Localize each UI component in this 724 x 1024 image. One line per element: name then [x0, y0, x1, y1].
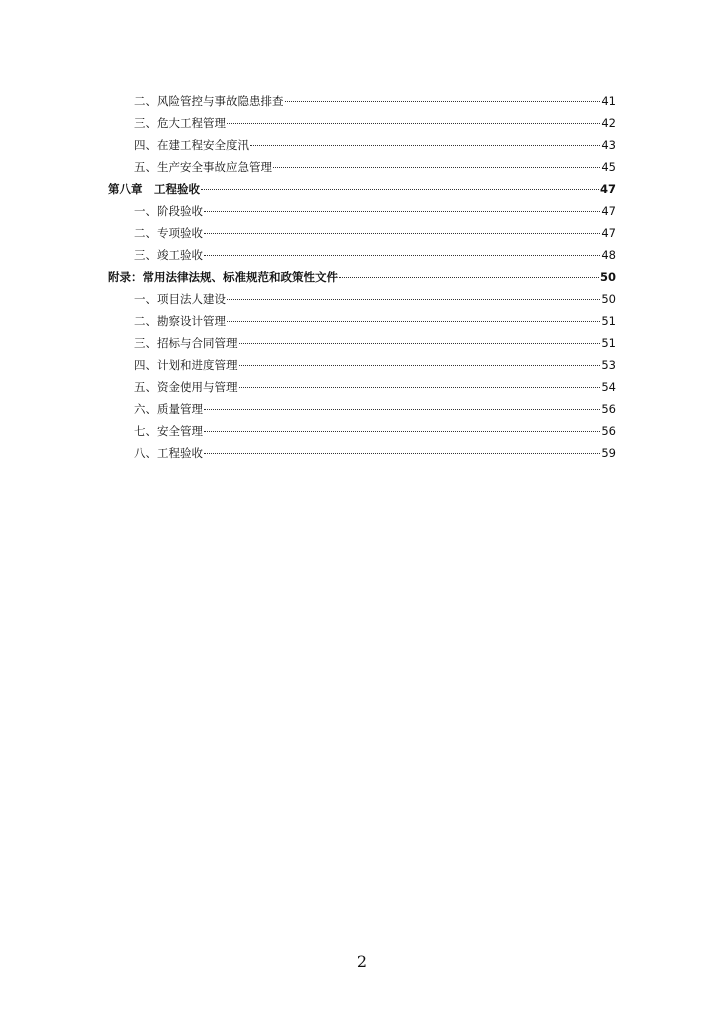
- toc-leader-dots: [239, 343, 601, 344]
- toc-entry-title: 二、勘察设计管理: [134, 314, 226, 328]
- toc-entry-title: 三、竣工验收: [134, 248, 203, 262]
- toc-entry-page: 47: [601, 226, 616, 240]
- toc-section-entry[interactable]: [108, 90, 616, 112]
- toc-entry-page: 41: [601, 94, 616, 108]
- toc-leader-dots: [204, 431, 600, 432]
- toc-entry-title: 三、招标与合同管理: [134, 336, 238, 350]
- toc-entry-page: 51: [601, 314, 616, 328]
- toc-entry-title: 三、危大工程管理: [134, 116, 226, 130]
- toc-leader-dots: [250, 145, 600, 146]
- toc-section-entry[interactable]: [108, 134, 616, 156]
- toc-section-entry[interactable]: [108, 332, 616, 354]
- toc-leader-dots: [204, 255, 600, 256]
- toc-entry-title: 八、工程验收: [134, 446, 203, 460]
- toc-section-entry[interactable]: [108, 156, 616, 178]
- toc-entry-page: 59: [601, 446, 616, 460]
- toc-entry-page: 47: [599, 182, 616, 196]
- toc-entry-title: 六、质量管理: [134, 402, 203, 416]
- toc-entry-page: 51: [601, 336, 616, 350]
- toc-chapter-entry[interactable]: [108, 266, 616, 288]
- toc-leader-dots: [227, 321, 600, 322]
- toc-entry-page: 50: [601, 292, 616, 306]
- toc-entry-title: 第八章 工程验收: [108, 182, 200, 196]
- toc-entry-page: 54: [601, 380, 616, 394]
- toc-entry-page: 48: [601, 248, 616, 262]
- toc-chapter-entry[interactable]: [108, 178, 616, 200]
- toc-section-entry[interactable]: [108, 398, 616, 420]
- toc-section-entry[interactable]: [108, 310, 616, 332]
- page-number: 2: [356, 952, 368, 971]
- table-of-contents: [108, 90, 616, 464]
- toc-entry-page: 53: [601, 358, 616, 372]
- toc-leader-dots: [239, 387, 601, 388]
- toc-leader-dots: [204, 453, 600, 454]
- toc-entry-title: 五、生产安全事故应急管理: [134, 160, 272, 174]
- toc-entry-page: 45: [601, 160, 616, 174]
- toc-entry-title: 附录：常用法律法规、标准规范和政策性文件: [108, 270, 338, 284]
- toc-leader-dots: [339, 277, 599, 278]
- toc-entry-page: 50: [599, 270, 616, 284]
- toc-leader-dots: [273, 167, 600, 168]
- toc-section-entry[interactable]: [108, 442, 616, 464]
- toc-entry-title: 四、计划和进度管理: [134, 358, 238, 372]
- toc-leader-dots: [204, 211, 600, 212]
- toc-section-entry[interactable]: [108, 112, 616, 134]
- toc-entry-page: 43: [601, 138, 616, 152]
- toc-section-entry[interactable]: [108, 288, 616, 310]
- toc-entry-title: 一、项目法人建设: [134, 292, 226, 306]
- toc-leader-dots: [239, 365, 601, 366]
- toc-entry-title: 五、资金使用与管理: [134, 380, 238, 394]
- toc-entry-page: 42: [601, 116, 616, 130]
- toc-leader-dots: [227, 123, 600, 124]
- toc-entry-page: 47: [601, 204, 616, 218]
- toc-section-entry[interactable]: [108, 376, 616, 398]
- toc-entry-page: 56: [601, 424, 616, 438]
- toc-entry-title: 二、专项验收: [134, 226, 203, 240]
- toc-entry-title: 七、安全管理: [134, 424, 203, 438]
- toc-entry-title: 一、阶段验收: [134, 204, 203, 218]
- toc-section-entry[interactable]: [108, 222, 616, 244]
- toc-leader-dots: [285, 101, 601, 102]
- toc-leader-dots: [204, 233, 600, 234]
- toc-entry-title: 四、在建工程安全度汛: [134, 138, 249, 152]
- toc-leader-dots: [201, 189, 599, 190]
- toc-section-entry[interactable]: [108, 420, 616, 442]
- toc-section-entry[interactable]: [108, 354, 616, 376]
- toc-section-entry[interactable]: [108, 200, 616, 222]
- toc-entry-title: 二、风险管控与事故隐患排查: [134, 94, 284, 108]
- toc-leader-dots: [204, 409, 600, 410]
- toc-leader-dots: [227, 299, 600, 300]
- toc-section-entry[interactable]: [108, 244, 616, 266]
- toc-entry-page: 56: [601, 402, 616, 416]
